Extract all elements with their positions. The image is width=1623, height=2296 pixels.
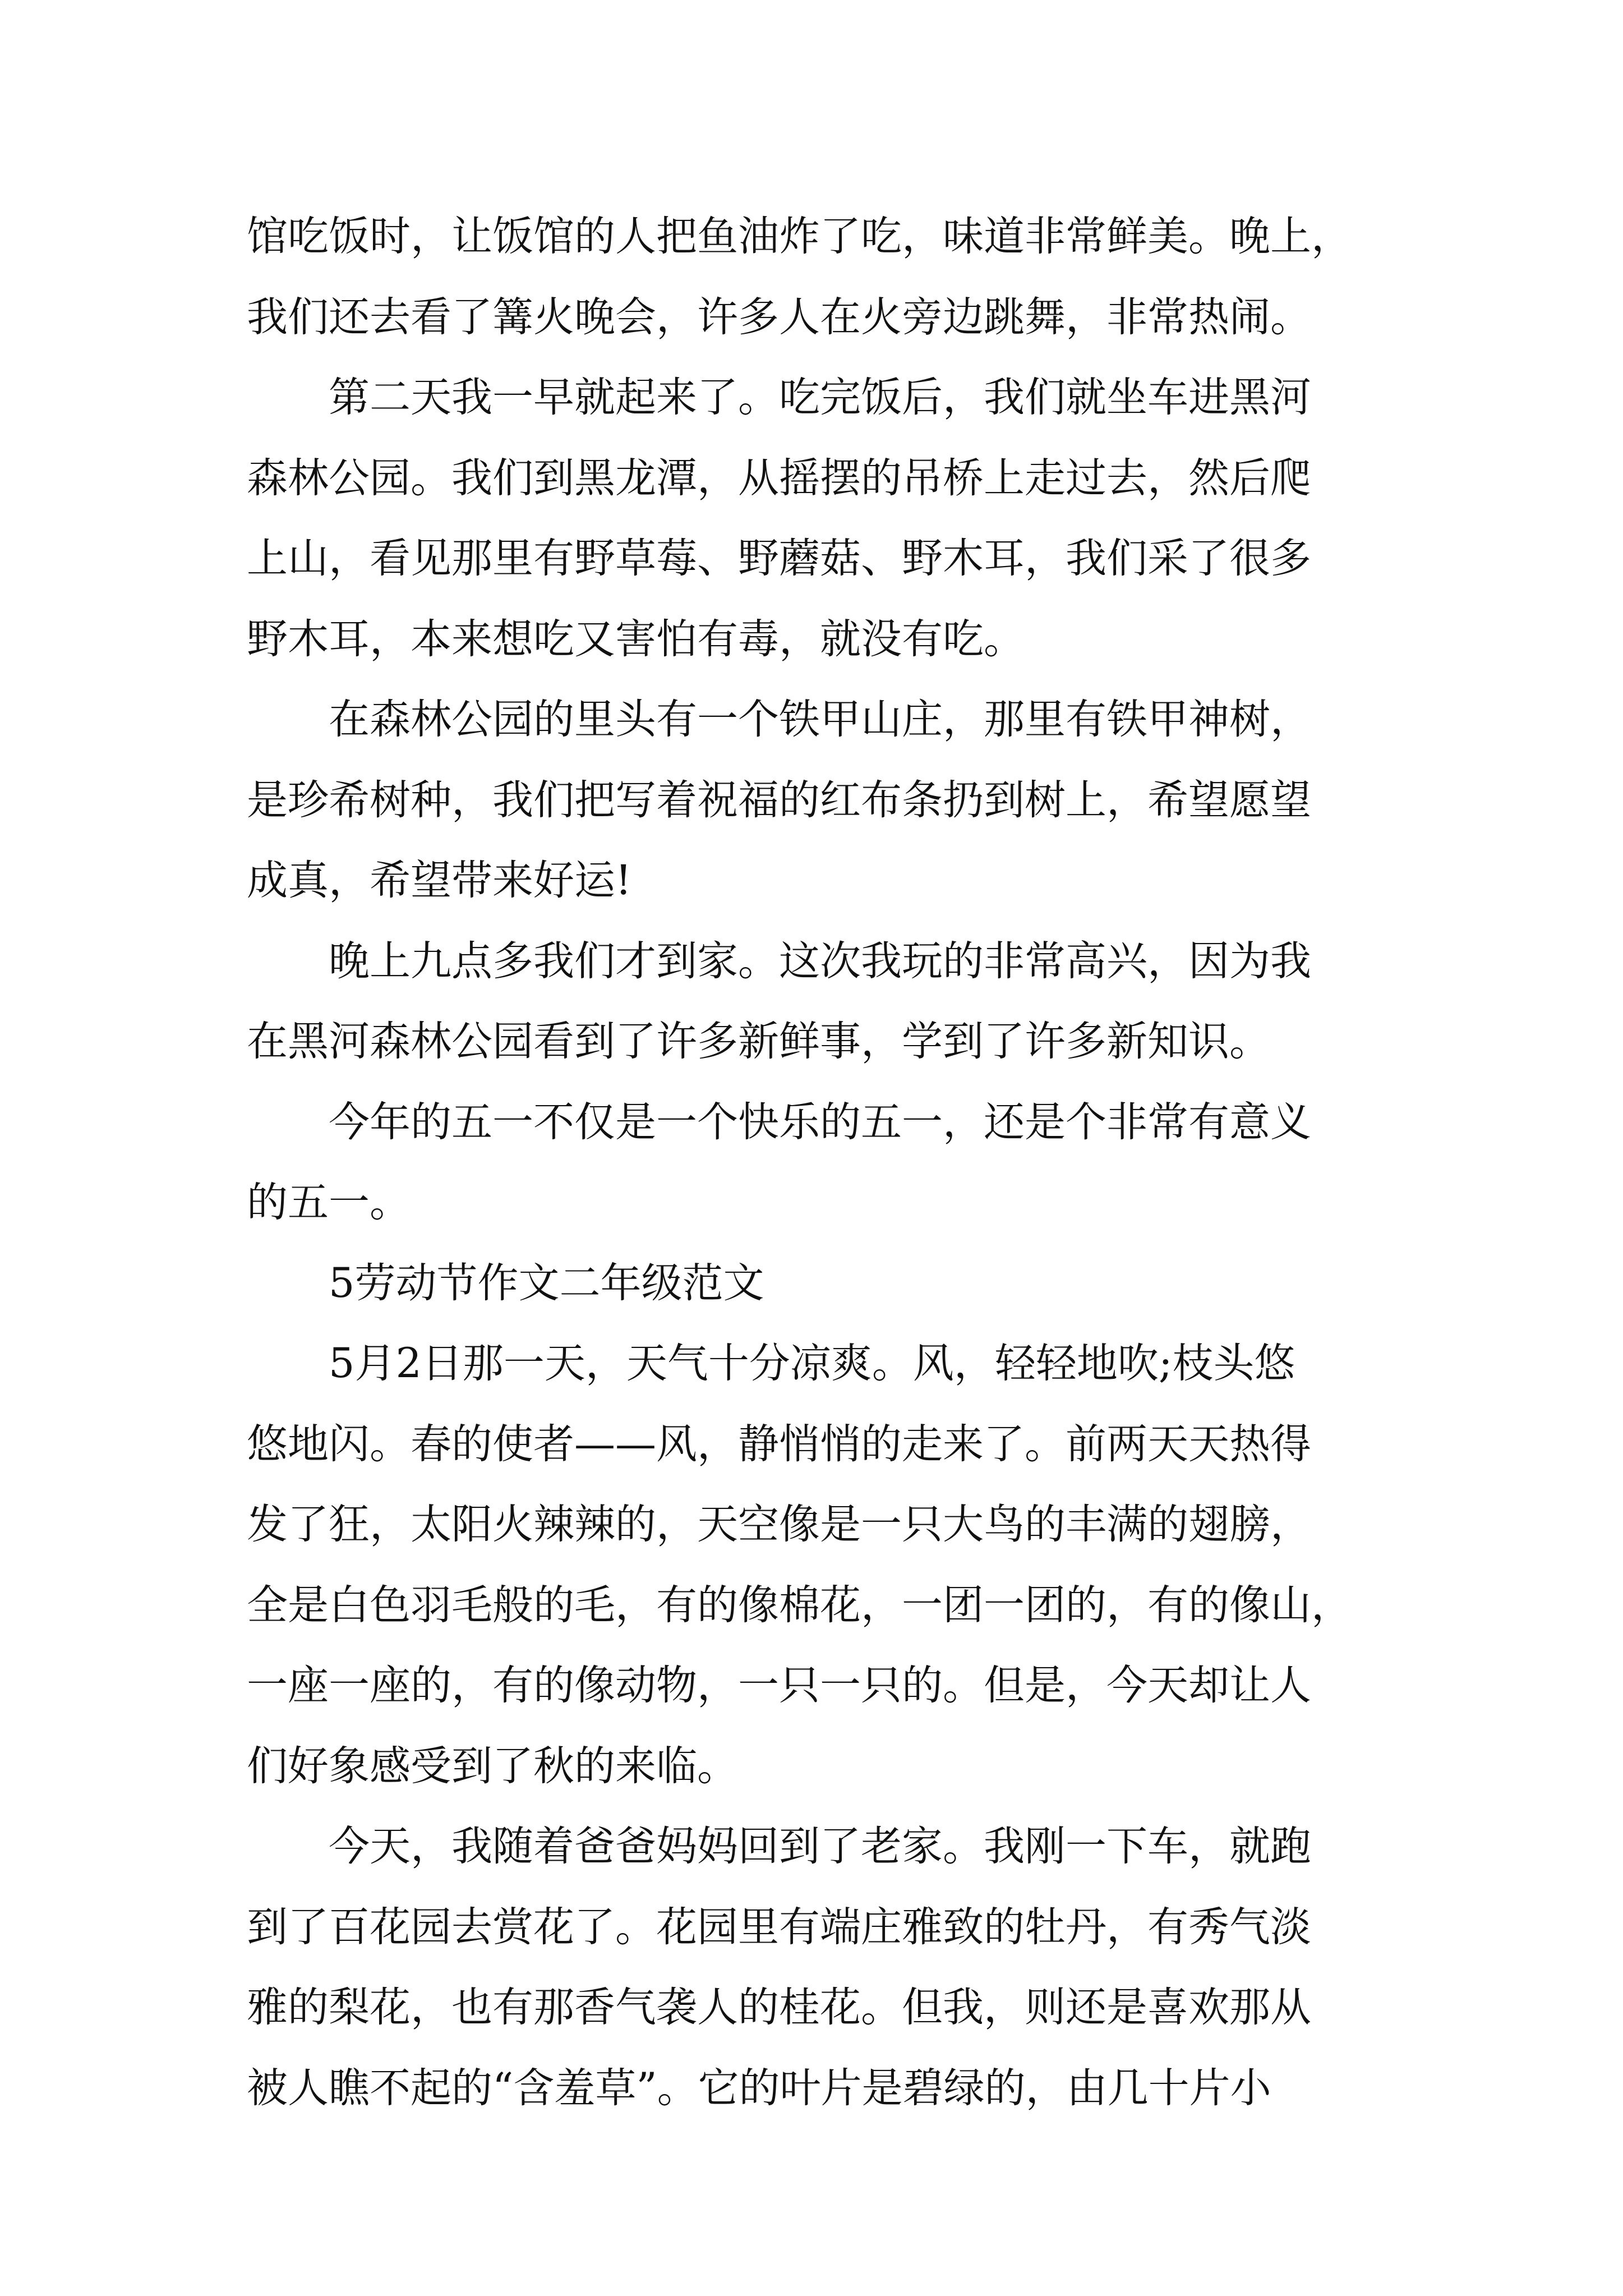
text-line: 到了百花园去赏花了。花园里有端庄雅致的牡丹，有秀气淡	[247, 1903, 1311, 1951]
text-line: 今天，我随着爸爸妈妈回到了老家。我刚一下车，就跑	[329, 1823, 1311, 1870]
text-line: 悠地闪。春的使者——风，静悄悄的走来了。前两天天热得	[247, 1420, 1311, 1468]
text-line: 在黑河森林公园看到了许多新鲜事，学到了许多新知识。	[247, 1018, 1270, 1065]
document-body	[247, 196, 1408, 2128]
text-line: 雅的梨花，也有那香气袭人的桂花。但我，则还是喜欢那从	[247, 1984, 1311, 2031]
text-line: 野木耳，本来想吃又害怕有毒，就没有吃。	[247, 615, 1025, 663]
text-line: 们好象感受到了秋的来临。	[247, 1742, 738, 1790]
text-line: 的五一。	[247, 1179, 411, 1226]
text-line: 我们还去看了篝火晚会，许多人在火旁边跳舞，非常热闹。	[247, 293, 1311, 341]
text-line: 一座一座的，有的像动物，一只一只的。但是，今天却让人	[247, 1662, 1311, 1709]
text-line: 是珍希树种，我们把写着祝福的红布条扔到树上，希望愿望	[247, 776, 1311, 824]
text-line: 在森林公园的里头有一个铁甲山庄，那里有铁甲神树，	[329, 696, 1311, 743]
text-line: 全是白色羽毛般的毛，有的像棉花，一团一团的，有的像山，	[247, 1581, 1352, 1629]
text-line: 今年的五一不仅是一个快乐的五一，还是个非常有意义	[329, 1098, 1311, 1146]
text-line: 成真，希望带来好运!	[247, 857, 632, 904]
text-line: 馆吃饭时，让饭馆的人把鱼油炸了吃，味道非常鲜美。晚上，	[247, 213, 1352, 260]
text-line: 晚上九点多我们才到家。这次我玩的非常高兴，因为我	[329, 937, 1311, 985]
text-line: 第二天我一早就起来了。吃完饭后，我们就坐车进黑河	[329, 374, 1311, 421]
text-line: 上山，看见那里有野草莓、野蘑菇、野木耳，我们采了很多	[247, 535, 1311, 582]
text-line: 被人瞧不起的“含羞草”。它的叶片是碧绿的，由几十片小	[247, 2064, 1271, 2112]
text-line: 5月2日那一天，天气十分凉爽。风，轻轻地吹;枝头悠	[329, 1340, 1295, 1387]
text-line: 发了狂，太阳火辣辣的，天空像是一只大鸟的丰满的翅膀，	[247, 1501, 1311, 1548]
text-line: 森林公园。我们到黑龙潭，从摇摆的吊桥上走过去，然后爬	[247, 454, 1311, 502]
section-heading: 5劳动节作文二年级范文	[329, 1259, 764, 1307]
